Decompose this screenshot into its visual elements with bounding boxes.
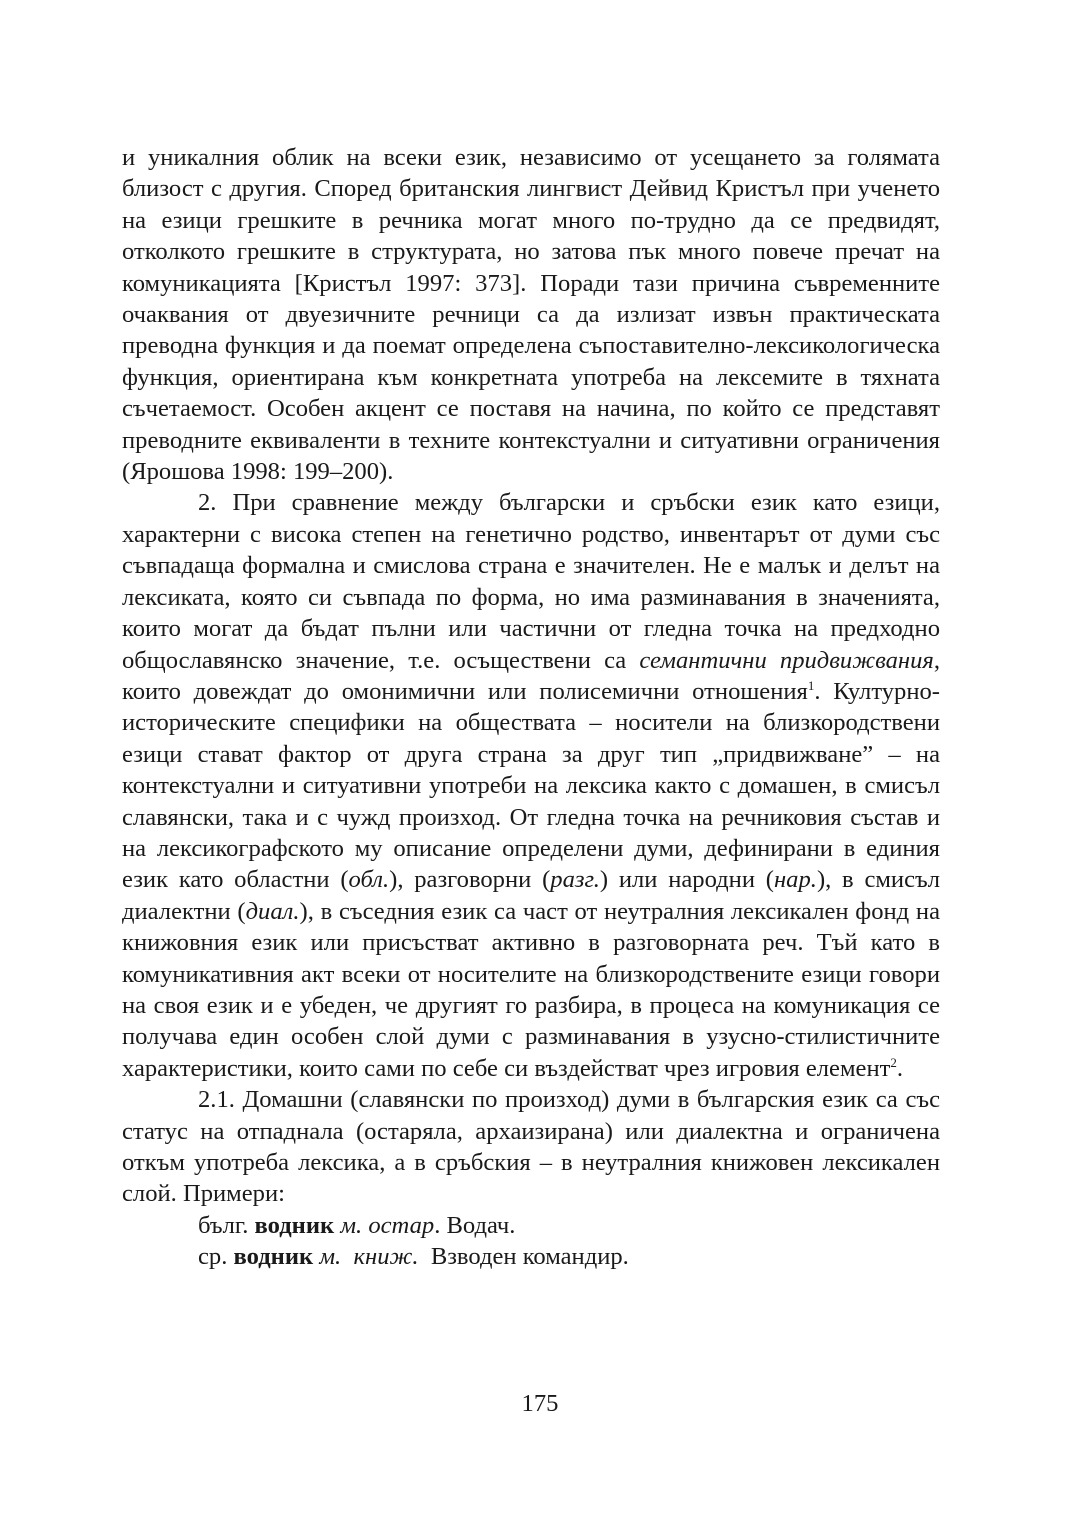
gloss: Водач. — [446, 1211, 516, 1239]
grammar-label: м. книж. — [319, 1243, 419, 1271]
paragraph-3: 2.1. Домашни (славянски по произход) думи в българския език са със статус на отпаднала (остаряла, архаизирана) или диалектна и ограничена откъм употреба лексика, а в сръбския – в неутралния книжовен лексикален слой. Примери: — [122, 1086, 940, 1208]
abbr-razg: разг. — [550, 866, 600, 894]
headword: водник — [254, 1211, 335, 1239]
headword: водник — [233, 1243, 314, 1271]
page-number: 175 — [521, 1390, 559, 1417]
abbr-obl: обл. — [348, 866, 390, 894]
emphasis-term: семантични придвижвания — [639, 646, 934, 674]
example-line-1: бълг. водник м. остар. Водач. — [198, 1211, 516, 1239]
document-body — [122, 142, 940, 1273]
example-line-2: ср. водник м. книж. Взводен командир. — [198, 1243, 629, 1271]
paragraph-2: 2. При сравнение между български и сръбски език като езици, характерни с висока степен на генетично родство, инвентарът от думи със съвпадаща формална и смислова страна е значителен. Не е малък и делът на лексиката, която си съвпада по форма, но има разминавания в значенията, които могат да бъдат пълни или частични от гледна точка на предходно общославянско значение, т.е. осъществени са семантични придвижвания, които довеждат до омонимични или полисемични отношения$^1$. Културно-историческите специфики на обществата – носители на близкородствени езици стават фактор от друга страна за друг тип „придвижване” – на контекстуални и ситуативни употреби на лексика както с домашен, в смисъл славянски, така и с чужд произход. От гледна точка на речниковия състав и на лексикографското му описание определени думи, дефинирани в единия език като областни (обл.), разговорни (разг.) или народни (нар.), в смисъл диалектни (диал.), в съседния език са част от неутралния лексикален фонд на книжовния език или присъстват активно в разговорната реч. Тъй като в комуникативния акт всеки от носителите на близкородствените езици говори на своя език и е убеден, че другият го разбира, в процеса на комуникация се получава един особен слой думи с разминавания в узусно-стилистичните характеристики, които сами по себе си въздействат чрез игровия елемент$^2$. — [122, 489, 940, 1082]
abbr-dial: диал. — [245, 897, 300, 925]
paragraph-1: и уникалния облик на всеки език, независимо от усещането за голямата близост с другия. Според британския лингвист Дейвид Кристъл при ученето на езици грешките в речника могат много по-трудно да се предвидят, отколкото грешките в структурата, но затова пък много повече пречат на комуникацията [Кристъл 1997: 373]. Поради тази причина съвременните очаквания от двуезичните речници са да излизат извън практическата преводна функция и да поемат определена съпоставително-лексикологическа функция, ориентирана към конкретната употреба на лексемите в тяхната съчетаемост. Особен акцент се поставя на начина, по който се представят преводните еквиваленти в техните контекстуални и ситуативни ограничения (Ярошова 1998: 199–200). — [122, 144, 940, 486]
gloss: Взводен командир. — [430, 1243, 629, 1271]
footnote-ref-1[interactable]: 1 — [807, 677, 815, 693]
grammar-label: м. остар — [340, 1211, 435, 1239]
footnote-ref-2[interactable]: 2 — [890, 1054, 897, 1070]
abbr-nar: нар. — [773, 866, 817, 894]
